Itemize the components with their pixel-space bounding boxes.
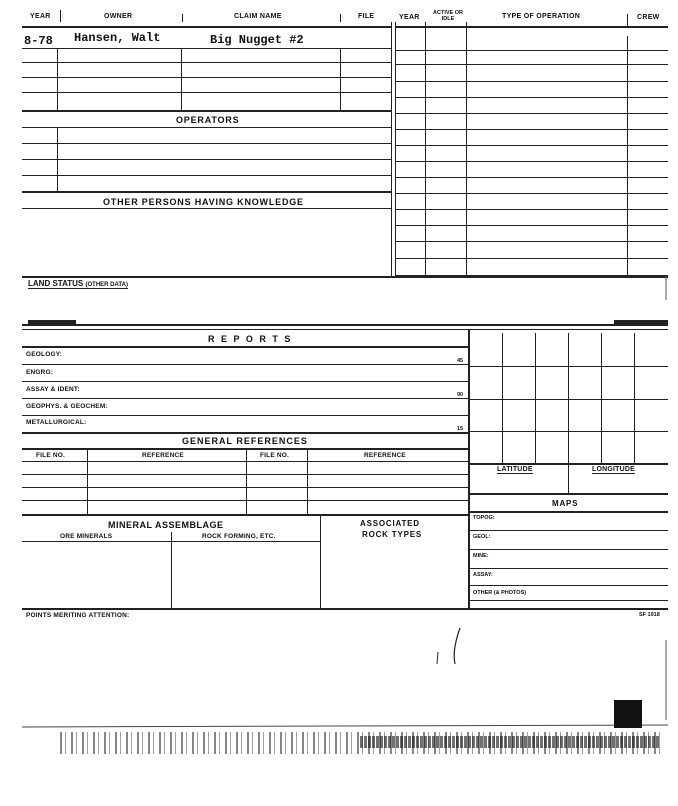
header-owner: OWNER	[104, 13, 133, 20]
reports-title: R E P O R T S	[208, 334, 293, 344]
operators-title: OPERATORS	[176, 115, 240, 125]
ref-file-no-1: FILE NO.	[36, 452, 66, 459]
header-year: YEAR	[30, 13, 51, 20]
report-assay: ASSAY & IDENT:	[26, 386, 80, 393]
header-active-or-idle: ACTIVE OR IDLE	[433, 10, 463, 22]
maps-geol: GEOL:	[473, 534, 491, 540]
pen-mark-2	[437, 652, 438, 664]
report-metallurgical-num: 15	[457, 426, 464, 432]
latitude-label: LATITUDE	[497, 466, 533, 473]
mineral-assemblage-title: MINERAL ASSEMBLAGE	[108, 520, 224, 530]
other-persons-title: OTHER PERSONS HAVING KNOWLEDGE	[103, 197, 304, 207]
header-type-of-operation: TYPE OF OPERATION	[502, 13, 581, 20]
entry-claim-name: Big Nugget #2	[210, 33, 304, 47]
scan-line	[22, 725, 668, 727]
report-engrg: ENGRG:	[26, 369, 54, 376]
entry-year: 8-78	[24, 34, 53, 48]
report-assay-num: 90	[457, 392, 464, 398]
entry-owner: Hansen, Walt	[74, 31, 161, 45]
header-year-2: YEAR	[399, 14, 420, 21]
report-geophys: GEOPHYS. & GEOCHEM:	[26, 403, 108, 410]
ref-reference-2: REFERENCE	[364, 452, 406, 459]
land-status-note: (OTHER DATA)	[85, 282, 128, 288]
report-geology: GEOLOGY:	[26, 351, 63, 358]
general-references-title: GENERAL REFERENCES	[182, 436, 308, 446]
header-file: FILE	[358, 13, 375, 20]
maps-assay: ASSAY:	[473, 572, 493, 578]
land-status-title: LAND STATUS	[28, 279, 84, 288]
ref-reference-1: REFERENCE	[142, 452, 184, 459]
header-crew: CREW	[637, 14, 660, 21]
scan-noise-band-2	[360, 736, 660, 748]
associated-label: ASSOCIATED	[360, 519, 420, 528]
ore-minerals-label: ORE MINERALS	[60, 533, 113, 540]
form-number: SF 1918	[639, 612, 660, 618]
maps-other: OTHER (& PHOTOS)	[473, 590, 527, 596]
ref-file-no-2: FILE NO.	[260, 452, 290, 459]
longitude-label: LONGITUDE	[592, 466, 636, 473]
report-metallurgical: METALLURGICAL:	[26, 419, 87, 426]
maps-topog: TOPOG:	[473, 515, 495, 521]
scan-block	[614, 700, 642, 728]
maps-title: MAPS	[552, 499, 579, 508]
pen-mark	[454, 628, 460, 664]
points-meriting-attention: POINTS MERITING ATTENTION:	[26, 612, 130, 619]
rock-forming-label: ROCK FORMING, ETC.	[202, 533, 276, 540]
header-claim-name: CLAIM NAME	[234, 13, 282, 20]
maps-mine: MINE:	[473, 553, 489, 559]
rock-types-label: ROCK TYPES	[362, 530, 423, 539]
report-geology-num: 45	[457, 358, 464, 364]
